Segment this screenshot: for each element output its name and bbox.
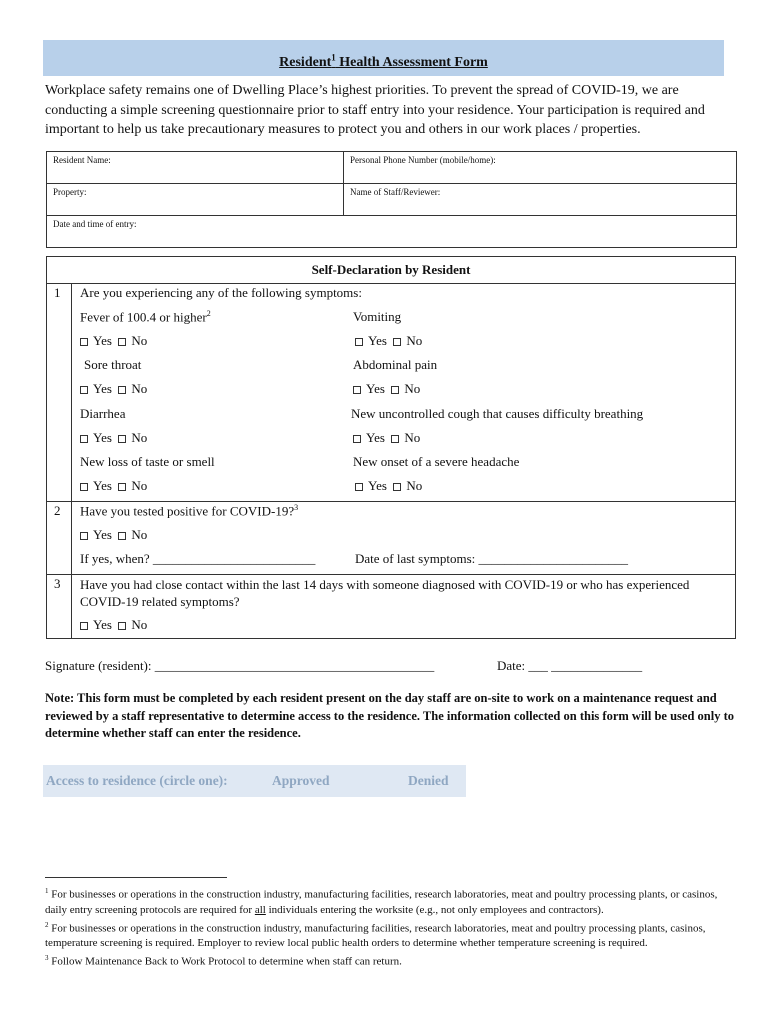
staff-field[interactable]: Name of Staff/Reviewer: xyxy=(344,184,737,216)
q2-yes-no[interactable]: Yes No xyxy=(80,527,147,543)
symptom-diarrhea: Diarrhea xyxy=(80,406,126,421)
checkbox[interactable] xyxy=(355,483,363,491)
form-title-bar xyxy=(43,40,724,76)
q1-question: Are you experiencing any of the following symptoms: xyxy=(80,285,362,300)
checkbox[interactable] xyxy=(118,338,126,346)
form-title: Resident$^1$ Health Assessment Form xyxy=(279,52,488,70)
symptom-vomiting: Vomiting xyxy=(353,309,402,324)
footnote-divider xyxy=(45,877,227,878)
checkbox[interactable] xyxy=(118,435,126,443)
symptom-sore-throat: Sore throat xyxy=(84,357,142,372)
vomiting-yes-no[interactable]: Yes No xyxy=(355,333,422,349)
checkbox[interactable] xyxy=(391,435,399,443)
checkbox[interactable] xyxy=(391,386,399,394)
checkbox[interactable] xyxy=(80,532,88,540)
symptom-fever: Fever of 100.4 or higher$^2$ xyxy=(80,309,211,325)
abdominal-yes-no[interactable]: Yes No xyxy=(353,381,420,397)
checkbox[interactable] xyxy=(118,622,126,630)
footnote-3: $^3$ Follow Maintenance Back to Work Protocol to determine when staff can return. xyxy=(45,954,402,968)
checkbox[interactable] xyxy=(80,435,88,443)
footnotes xyxy=(45,884,735,970)
self-declaration-table xyxy=(46,256,736,639)
property-field[interactable]: Property: xyxy=(47,184,344,216)
checkbox[interactable] xyxy=(393,338,401,346)
resident-info-table xyxy=(46,151,737,248)
q3-question: Have you had close contact within the last 14 days with someone diagnosed with COVID-19 or who has experienced COVID-19 related symptoms? xyxy=(80,577,690,609)
note-paragraph: Note: This form must be completed by each resident present on the day staff are on-site to work on a maintenance request and reviewed by a staff representative to determine access to the residence. The information collected on this form will be used only to determine whether staff can enter the residence. xyxy=(45,691,735,740)
checkbox[interactable] xyxy=(80,386,88,394)
signature-date[interactable]: Date: ___ ______________ xyxy=(497,658,643,673)
access-bar xyxy=(43,765,466,797)
symptom-taste-smell: New loss of taste or smell xyxy=(80,454,215,469)
date-time-field[interactable]: Date and time of entry: xyxy=(47,216,737,248)
symptom-cough: New uncontrolled cough that causes difficulty breathing xyxy=(351,406,644,421)
checkbox[interactable] xyxy=(355,338,363,346)
footnote-2: $^2$ For businesses or operations in the construction industry, manufacturing facilities, research laboratories, meat and poultry processing plants, casinos, temperature screening is required. Employer to review local public health orders to determine whether temperature screening is required. xyxy=(45,920,706,950)
checkbox[interactable] xyxy=(353,386,361,394)
taste-yes-no[interactable]: Yes No xyxy=(80,478,147,494)
q2-number: 2 xyxy=(54,503,61,518)
headache-yes-no[interactable]: Yes No xyxy=(355,478,422,494)
checkbox[interactable] xyxy=(118,483,126,491)
q1-number: 1 xyxy=(54,285,61,300)
checkbox[interactable] xyxy=(80,338,88,346)
checkbox[interactable] xyxy=(80,622,88,630)
sore-throat-yes-no[interactable]: Yes No xyxy=(80,381,147,397)
intro-paragraph: Workplace safety remains one of Dwelling Place’s highest priorities. To prevent the spread of COVID-19, we are conducting a simple screening questionnaire prior to staff entry into your residence. Your participation is required and important to help us take precautionary measures to protect you and others in our work places / properties. xyxy=(45,83,705,137)
symptom-headache: New onset of a severe headache xyxy=(353,454,520,469)
access-approved[interactable]: Approved xyxy=(272,773,330,788)
cough-yes-no[interactable]: Yes No xyxy=(353,430,420,446)
symptom-abdominal-pain: Abdominal pain xyxy=(353,357,438,372)
declaration-header: Self-Declaration by Resident xyxy=(311,262,471,277)
signature-line[interactable]: Signature (resident): ___________________________________________ xyxy=(45,658,435,673)
q2-if-yes-when[interactable]: If yes, when? _________________________ xyxy=(80,551,316,566)
q2-last-symptoms[interactable]: Date of last symptoms: _______________________ xyxy=(355,551,628,566)
resident-name-field[interactable]: Resident Name: xyxy=(47,152,344,184)
checkbox[interactable] xyxy=(118,386,126,394)
phone-field[interactable]: Personal Phone Number (mobile/home): xyxy=(344,152,737,184)
fever-yes-no[interactable]: Yes No xyxy=(80,333,147,349)
q2-question: Have you tested positive for COVID-19?$^3$ xyxy=(80,503,299,519)
checkbox[interactable] xyxy=(353,435,361,443)
access-denied[interactable]: Denied xyxy=(408,773,449,788)
checkbox[interactable] xyxy=(118,532,126,540)
footnote-1: $^1$ For businesses or operations in the construction industry, manufacturing facilities, research laboratories, meat and poultry processing plants, or casinos, daily entry screening protocols are required for all individuals entering the worksite (e.g., not only employees and contractors). xyxy=(45,887,718,916)
q3-yes-no[interactable]: Yes No xyxy=(80,617,147,633)
q3-number: 3 xyxy=(54,576,61,591)
access-label: Access to residence (circle one): xyxy=(46,773,228,788)
checkbox[interactable] xyxy=(80,483,88,491)
checkbox[interactable] xyxy=(393,483,401,491)
diarrhea-yes-no[interactable]: Yes No xyxy=(80,430,147,446)
